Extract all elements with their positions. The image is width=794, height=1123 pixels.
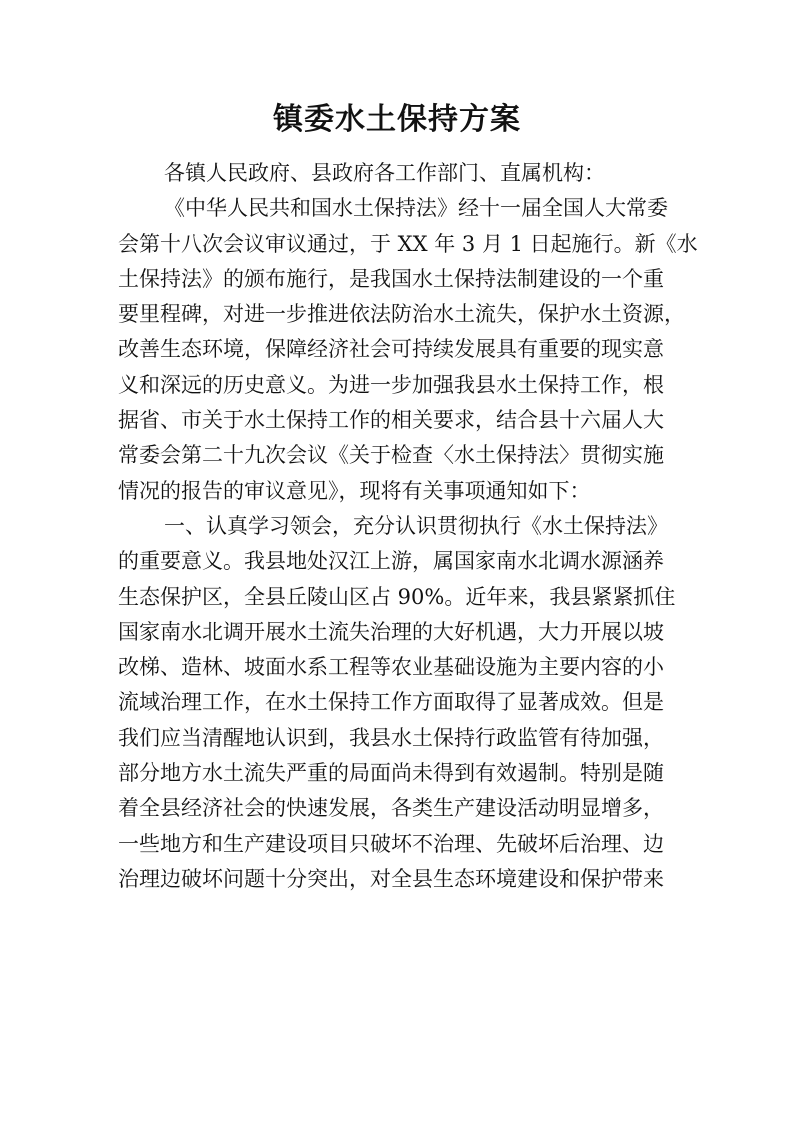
paragraph-line: 着全县经济社会的快速发展，各类生产建设活动明显增多， xyxy=(118,796,664,821)
salutation-line: 各镇人民政府、县政府各工作部门、直属机构： xyxy=(164,161,605,185)
paragraph-line: 一些地方和生产建设项目只破坏不治理、先破坏后治理、边 xyxy=(118,831,664,856)
paragraph-line: 土保持法》的颁布施行，是我国水土保持法制建设的一个重 xyxy=(118,266,664,291)
paragraph-line: 要里程碑，对进一步推进依法防治水土流失，保护水土资源， xyxy=(118,302,685,327)
paragraph-line: 常委会第二十九次会议《关于检查〈水土保持法〉贯彻实施 xyxy=(118,443,664,468)
paragraph-line: 的重要意义。我县地处汉江上游，属国家南水北调水源涵养 xyxy=(118,549,664,574)
paragraph-line: 部分地方水土流失严重的局面尚未得到有效遏制。特别是随 xyxy=(118,761,664,786)
document-title: 镇委水土保持方案 xyxy=(273,102,521,137)
paragraph-line: 国家南水北调开展水土流失治理的大好机遇，大力开展以坡 xyxy=(118,619,664,644)
document-body xyxy=(118,156,698,897)
paragraph-line: 《中华人民共和国水土保持法》经十一届全国人大常委 xyxy=(164,196,668,221)
paragraph-line: 据省、市关于水土保持工作的相关要求，结合县十六届人大 xyxy=(118,408,664,433)
paragraph-line: 流域治理工作，在水土保持工作方面取得了显著成效。但是 xyxy=(118,690,664,715)
section-heading-line: 一、认真学习领会，充分认识贯彻执行《水土保持法》 xyxy=(164,513,668,538)
paragraph-line: 会第十八次会议审议通过，于 XX 年 3 月 1 日起施行。新《水 xyxy=(118,231,698,256)
paragraph-line: 我们应当清醒地认识到，我县水土保持行政监管有待加强， xyxy=(118,725,664,750)
paragraph-line: 改梯、造林、坡面水系工程等农业基础设施为主要内容的小 xyxy=(118,655,664,680)
paragraph-line: 治理边破坏问题十分突出，对全县生态环境建设和保护带来 xyxy=(118,866,664,891)
paragraph-line: 生态保护区，全县丘陵山区占 90%。近年来，我县紧紧抓住 xyxy=(118,584,676,609)
paragraph-line: 义和深远的历史意义。为进一步加强我县水土保持工作，根 xyxy=(118,372,664,397)
paragraph-line: 情况的报告的审议意见》，现将有关事项通知如下： xyxy=(118,478,591,503)
paragraph-line: 改善生态环境，保障经济社会可持续发展具有重要的现实意 xyxy=(118,337,664,362)
